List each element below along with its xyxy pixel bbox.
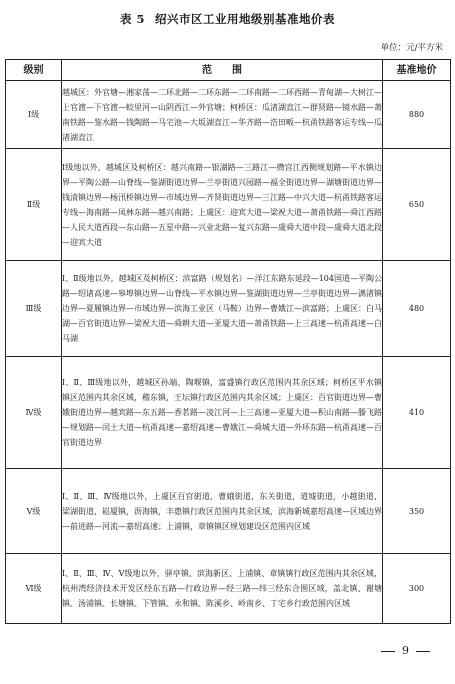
table-number: 表 5 bbox=[119, 12, 145, 26]
header-range: 范 围 bbox=[62, 60, 383, 81]
page-number-text: 9 bbox=[402, 644, 409, 657]
row-price: 480 bbox=[383, 261, 451, 357]
row-level: Ⅵ级 bbox=[6, 554, 62, 624]
table-row bbox=[6, 554, 451, 624]
table-header-row bbox=[6, 60, 451, 81]
dash-left bbox=[381, 651, 395, 652]
header-price: 基准地价 bbox=[383, 60, 451, 81]
dash-right bbox=[416, 651, 430, 652]
page-number bbox=[0, 644, 455, 657]
row-level: Ⅰ级 bbox=[6, 81, 62, 149]
table-title bbox=[0, 11, 455, 27]
table-row bbox=[6, 261, 451, 357]
table-row bbox=[6, 357, 451, 469]
row-range: Ⅰ、Ⅱ级地以外，越城区及柯桥区：滨富路（规划名）—洋江东路东延段—104国道—平陶公路—绍诸高速—皋埠镇边界—山脊线—平水镇边界—鉴湖街道边界—兰亭街道边界—漓渚镇边界—夏履镇边界—市域边界—滨海工业区（马鞍）边界—曹娥江—滨富路；上虞区：白马湖—百官街道边界—梁祝大道—舜耕大道—亚厦大道—萧甬铁路—上三高速—杭甬高速—白马湖 bbox=[62, 261, 383, 357]
row-level: Ⅳ级 bbox=[6, 357, 62, 469]
row-price: 300 bbox=[383, 554, 451, 624]
row-range: Ⅰ级地以外，越城区及柯桥区：越兴南路—银湖路—三路江—攒宫江西侧规划路—平水镇边界—平陶公路—山脊线—鉴湖街道边界—兰亭街道兴园路—福全街道边界—湖塘街道边界—钱清镇边界—杨汛桥镇边界—市域边界—齐贤街道边界—三江路—中兴大道—杭甬铁路客运专线—海南路—凤林东路—越兴南路；上虞区：迎宾大道—梁祝大道—萧甬铁路—舜江西路—人民大道西段—东山路—五星中路—兴业北路—复兴东路—虞舜大道中段—虞舜大道北段—迎宾大道 bbox=[62, 149, 383, 261]
row-level: Ⅲ级 bbox=[6, 261, 62, 357]
unit-label: 单位：元/平方米 bbox=[380, 43, 443, 53]
row-range: Ⅰ、Ⅱ、Ⅲ、Ⅳ、Ⅴ级地以外，驿亭镇、滨海新区、上浦镇、章镇镇行政区范围内其余区域，杭州湾经济技术开发区经东五路—行政边界—经三路—纬三经东合围区域，盖北镇、谢塘镇、汤浦镇、长塘镇、下管镇、永和镇、陈溪乡、岭南乡、丁宅乡行政范围内区域 bbox=[62, 554, 383, 624]
row-price: 650 bbox=[383, 149, 451, 261]
row-price: 410 bbox=[383, 357, 451, 469]
row-level: Ⅱ级 bbox=[6, 149, 62, 261]
row-range: 越城区：外官塘—湘家荡—二环北路—二环东路—二环南路—二环西路—青甸湖—大树江—上官渡—下官渡—蛟里河—山阴西江—外官塘；柯桥区：瓜渚湖直江—群贤路—镜水路—萧南铁路—鉴水路—钱陶路—马宅池—大坂湖直江—华齐路—浩田畈—杭甬铁路客运专线—瓜渚湖直江 bbox=[62, 81, 383, 149]
row-price: 350 bbox=[383, 469, 451, 554]
table-title-text: 绍兴市区工业用地级别基准地价表 bbox=[155, 12, 335, 26]
row-price: 880 bbox=[383, 81, 451, 149]
row-level: Ⅴ级 bbox=[6, 469, 62, 554]
row-range: Ⅰ、Ⅱ、Ⅲ级地以外，越城区孙端、陶堰镇，富盛镇行政区范围内其余区域；柯桥区平水镇镇区范围内其余区域，稽东镇，王坛镇行政区范围内其余区域；上虞区：百官街道边界—曹娥街道边界—越宾路—东五路—香茗路—凌江河—上三高速—亚厦大道—积山南路—滕飞路—规划路—闰土大道—杭甬高速—嘉绍高速—曹娥江—舜城大道—外环东路—杭甬高速—百官街道边界 bbox=[62, 357, 383, 469]
header-level: 级别 bbox=[6, 60, 62, 81]
table-row bbox=[6, 81, 451, 149]
table-row bbox=[6, 469, 451, 554]
row-range: Ⅰ、Ⅱ、Ⅲ、Ⅳ级地以外，上虞区百官街道，曹娥街道，东关街道，道墟街道，小越街道，梁湖街道，崧厦镇，沥海镇，丰惠镇行政区范围内其余区域，滨海新城嘉绍高速—区域边界—前进路—河流—嘉绍高速；上浦镇，章镇镇区规划建设区范围内区域 bbox=[62, 469, 383, 554]
table-row bbox=[6, 149, 451, 261]
land-price-table bbox=[5, 59, 451, 624]
